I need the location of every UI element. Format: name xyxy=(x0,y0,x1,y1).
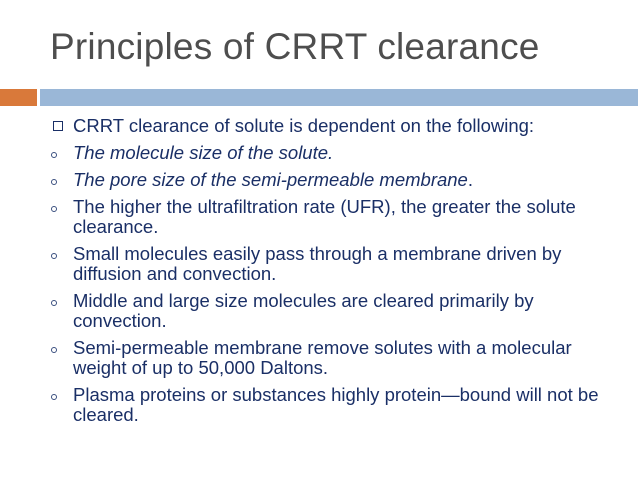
list-item xyxy=(51,291,621,331)
list-item xyxy=(51,116,621,136)
list-item xyxy=(51,197,621,237)
list-item xyxy=(51,338,621,378)
list-item-text: The pore size of the semi-permeable membrane xyxy=(73,169,468,190)
list-item xyxy=(51,143,621,163)
circle-bullet-icon xyxy=(51,152,57,158)
list-item-text: Small molecules easily pass through a membrane driven by diffusion and convection. xyxy=(73,243,562,284)
list-item xyxy=(51,244,621,284)
circle-bullet-icon xyxy=(51,253,57,259)
accent-bar xyxy=(0,89,37,106)
list-item xyxy=(51,170,621,190)
title-rule-bar xyxy=(40,89,638,106)
list-item-text: The molecule size of the solute. xyxy=(73,142,334,163)
slide-title: Principles of CRRT clearance xyxy=(50,26,540,67)
circle-bullet-icon xyxy=(51,394,57,400)
list-item-text: Plasma proteins or substances highly protein—bound will not be cleared. xyxy=(73,384,599,425)
list-item-text: Middle and large size molecules are cleared primarily by convection. xyxy=(73,290,534,331)
list-item-text: The higher the ultrafiltration rate (UFR), the greater the solute clearance. xyxy=(73,196,576,237)
circle-bullet-icon xyxy=(51,300,57,306)
list-item-suffix: . xyxy=(467,169,473,190)
circle-bullet-icon xyxy=(51,206,57,212)
circle-bullet-icon xyxy=(51,347,57,353)
list-item-text: CRRT clearance of solute is dependent on the following: xyxy=(73,115,535,136)
circle-bullet-icon xyxy=(51,179,57,185)
list-item xyxy=(51,385,621,425)
list-item-text: Semi-permeable membrane remove solutes with a molecular weight of up to 50,000 Daltons. xyxy=(73,337,572,378)
square-bullet-icon xyxy=(53,121,63,131)
bullet-list xyxy=(51,116,621,432)
